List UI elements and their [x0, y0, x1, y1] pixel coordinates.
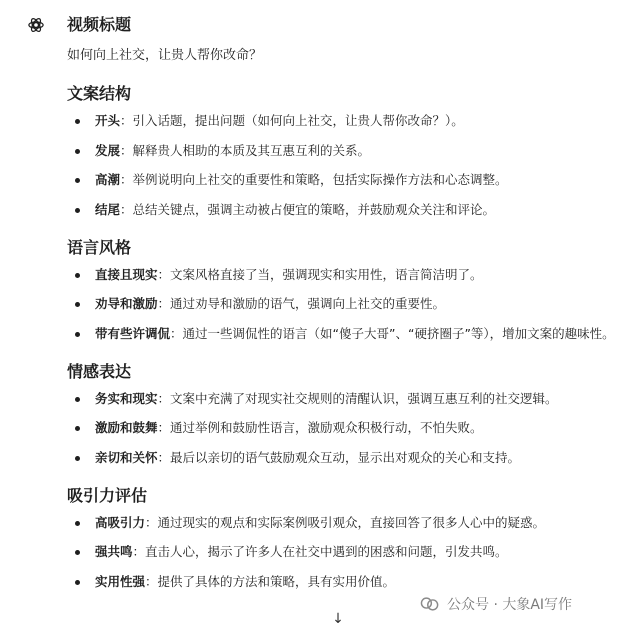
- item-text: 通过劝导和激励的语气，强调向上社交的重要性。: [170, 296, 446, 311]
- item-label: 务实和现实: [95, 390, 158, 406]
- item-text: 通过现实的观点和实际案例吸引观众，直接回答了很多人心中的疑惑。: [157, 514, 546, 530]
- bullet-icon: [75, 119, 80, 124]
- item-label: 亲切和关怀: [95, 449, 158, 465]
- item-label: 实用性强: [95, 573, 146, 589]
- bullet-icon: [75, 426, 80, 431]
- bullet-icon: [75, 273, 80, 278]
- item-separator: ：: [157, 449, 171, 465]
- list-item: [67, 448, 633, 468]
- item-label: 开头: [95, 113, 121, 128]
- section-heading: 语言风格: [67, 237, 132, 257]
- item-separator: ：: [132, 544, 146, 559]
- item-text: 举例说明向上社交的重要性和策略，包括实际操作方法和心态调整。: [132, 172, 508, 187]
- bullet-icon: [75, 332, 80, 337]
- item-label: 强共鸣: [95, 544, 133, 559]
- item-separator: ：: [157, 420, 171, 435]
- item-label: 结尾: [95, 201, 121, 217]
- scroll-to-bottom-button[interactable]: [328, 609, 348, 629]
- list-item: [67, 200, 633, 220]
- watermark: [419, 594, 572, 614]
- bullet-icon: [75, 302, 80, 307]
- item-label: 直接且现实: [95, 266, 158, 282]
- list-item: [67, 513, 633, 533]
- bullet-list: [67, 111, 633, 220]
- list-item: [67, 389, 633, 409]
- bullet-icon: [75, 149, 80, 154]
- bullet-icon: [75, 208, 80, 213]
- item-separator: ：: [120, 142, 133, 158]
- item-separator: ：: [145, 514, 158, 530]
- bullet-icon: [75, 456, 80, 461]
- section: [67, 237, 633, 344]
- item-separator: ：: [120, 172, 133, 187]
- item-text: 文案风格直接了当，强调现实和实用性，语言简洁明了。: [170, 266, 483, 282]
- item-text: 引入话题，提出问题（如何向上社交，让贵人帮你改命？）。: [132, 113, 464, 128]
- list-item: [67, 324, 633, 344]
- item-separator: ：: [145, 573, 158, 589]
- section: [67, 485, 633, 592]
- bullet-icon: [75, 550, 80, 555]
- watermark-text: 公众号 · 大象AI写作: [447, 597, 573, 613]
- item-label: 劝导和激励: [95, 296, 158, 311]
- video-title-text: 如何向上社交，让贵人帮你改命？: [67, 48, 263, 63]
- bullet-list: [67, 513, 633, 592]
- bullet-icon: [75, 521, 80, 526]
- item-text: 总结关键点，强调主动被占便宜的策略，并鼓励观众关注和评论。: [132, 201, 496, 217]
- section-heading: 情感表达: [67, 361, 132, 381]
- list-item: [67, 572, 633, 592]
- item-text: 直击人心，揭示了许多人在社交中遇到的困惑和问题，引发共鸣。: [145, 544, 508, 559]
- item-separator: ：: [170, 325, 183, 341]
- section: [67, 83, 633, 220]
- list-item: [67, 170, 633, 190]
- bullet-icon: [75, 580, 80, 585]
- bullet-list: [67, 389, 633, 468]
- list-item: [67, 111, 633, 131]
- assistant-message: [67, 14, 633, 592]
- item-separator: ：: [157, 266, 171, 282]
- item-label: 带有些许调侃: [95, 325, 171, 341]
- list-item: [67, 265, 633, 285]
- chatgpt-logo-icon: [27, 16, 45, 34]
- section-heading: 吸引力评估: [67, 485, 148, 505]
- item-text: 通过举例和鼓励性语言，激励观众积极行动，不怕失败。: [170, 420, 483, 435]
- item-separator: ：: [157, 296, 171, 311]
- list-item: [67, 542, 633, 562]
- list-item: [67, 141, 633, 161]
- wechat-official-account-icon: [419, 595, 441, 613]
- arrow-down-icon: ↓: [332, 611, 344, 627]
- item-text: 解释贵人相助的本质及其互惠互利的关系。: [132, 142, 371, 158]
- section-heading: 文案结构: [67, 84, 132, 103]
- item-label: 激励和鼓舞: [95, 420, 158, 435]
- item-text: 文案中充满了对现实社交规则的清醒认识，强调互惠互利的社交逻辑。: [170, 390, 558, 406]
- list-item: [67, 294, 633, 314]
- item-label: 高吸引力: [95, 514, 146, 530]
- item-text: 通过一些调侃性的语言（如“傻子大哥”、“硬挤圈子”等），增加文案的趣味性。: [182, 325, 615, 341]
- bullet-icon: [75, 397, 80, 402]
- section: [67, 361, 633, 468]
- item-separator: ：: [157, 390, 171, 406]
- bullet-icon: [75, 178, 80, 183]
- bullet-list: [67, 265, 633, 344]
- item-text: 提供了具体的方法和策略，具有实用价值。: [157, 573, 396, 589]
- item-separator: ：: [120, 201, 133, 217]
- item-separator: ：: [120, 113, 133, 128]
- item-label: 高潮: [95, 172, 121, 187]
- sections-container: [67, 83, 633, 592]
- list-item: [67, 418, 633, 438]
- item-label: 发展: [95, 142, 121, 158]
- page-title: 视频标题: [67, 15, 132, 34]
- item-text: 最后以亲切的语气鼓励观众互动，显示出对观众的关心和支持。: [170, 449, 521, 465]
